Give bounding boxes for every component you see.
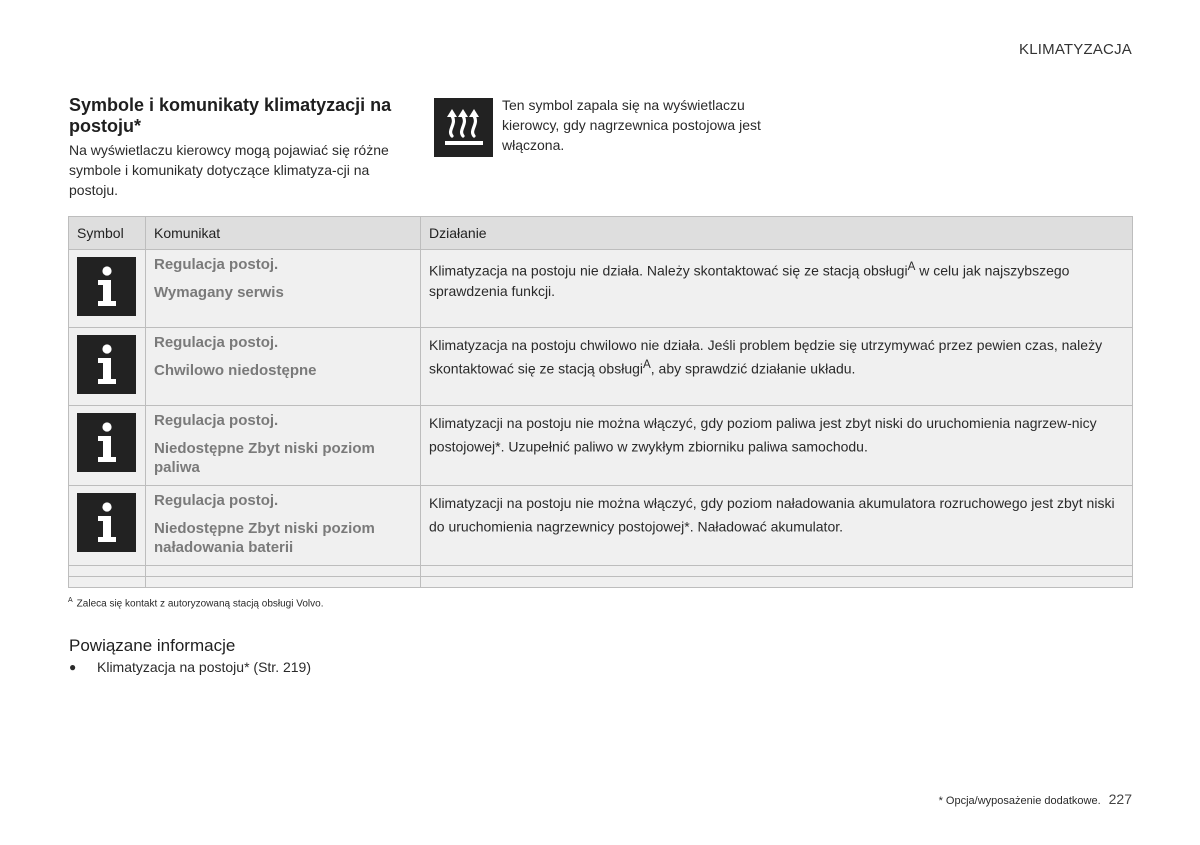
action-cell bbox=[421, 250, 1133, 328]
message-title: Regulacja postoj. bbox=[154, 256, 279, 273]
column-header-message: Komunikat bbox=[146, 217, 421, 250]
message-detail: Chwilowo niedostępne bbox=[154, 362, 317, 379]
messages-table bbox=[68, 216, 1133, 588]
bullet-icon: ● bbox=[69, 660, 77, 674]
optional-equipment-note: * Opcja/wyposażenie dodatkowe. bbox=[938, 795, 1101, 807]
action-cell bbox=[421, 328, 1133, 406]
intro-text: Na wyświetlaczu kierowcy mogą pojawiać się różne symbole i komunikaty dotyczące klimatyza-cji na postoju. bbox=[69, 142, 389, 198]
page-number: 227 bbox=[1108, 791, 1132, 807]
heater-symbol-description: Ten symbol zapala się na wyświetlaczu kierowcy, gdy nagrzewnica postojowa jest włączona. bbox=[502, 97, 761, 153]
footnote bbox=[68, 597, 323, 609]
empty-table-row bbox=[69, 566, 1133, 577]
action-text-cont: , aby sprawdzić działanie układu. bbox=[650, 360, 856, 377]
info-icon bbox=[77, 413, 136, 472]
action-cell bbox=[421, 406, 1133, 486]
heater-icon bbox=[434, 98, 493, 157]
info-icon bbox=[77, 335, 136, 394]
footnote-text: Zaleca się kontakt z autoryzowaną stacją obsługi Volvo. bbox=[76, 598, 324, 610]
action-text: Klimatyzacji na postoju nie można włączyć, gdy poziom paliwa jest zbyt niski do uruchomienia nagrzew-nicy postojowej*. Uzupełnić paliwo w zwykłym zbiorniku paliwa samochodu. bbox=[429, 415, 1097, 455]
message-title: Regulacja postoj. bbox=[154, 412, 279, 429]
table-row bbox=[69, 406, 1133, 486]
footnote-mark: A bbox=[68, 597, 73, 604]
action-text: Klimatyzacja na postoju nie działa. Należy skontaktować się ze stacją obsługi bbox=[429, 262, 908, 279]
table-header-row bbox=[69, 217, 1133, 250]
info-icon bbox=[77, 493, 136, 552]
message-title: Regulacja postoj. bbox=[154, 492, 279, 509]
section-header: KLIMATYZACJA bbox=[1019, 41, 1132, 58]
message-detail: Niedostępne Zbyt niski poziom paliwa bbox=[154, 440, 375, 476]
symbol-cell bbox=[69, 486, 146, 566]
symbol-cell bbox=[69, 250, 146, 328]
message-detail: Wymagany serwis bbox=[154, 284, 284, 301]
table-row bbox=[69, 486, 1133, 566]
message-cell bbox=[146, 328, 421, 406]
related-info-link-label[interactable]: Klimatyzacja na postoju* (Str. 219) bbox=[97, 659, 311, 675]
message-cell bbox=[146, 406, 421, 486]
related-info-link[interactable] bbox=[69, 657, 311, 677]
message-cell bbox=[146, 250, 421, 328]
info-icon bbox=[77, 257, 136, 316]
message-detail: Niedostępne Zbyt niski poziom naładowania baterii bbox=[154, 520, 375, 556]
table-row bbox=[69, 328, 1133, 406]
message-cell bbox=[146, 486, 421, 566]
column-header-action: Działanie bbox=[421, 217, 1133, 250]
action-cell bbox=[421, 486, 1133, 566]
page-footer bbox=[939, 791, 1132, 807]
table-row bbox=[69, 250, 1133, 328]
related-info-heading: Powiązane informacje bbox=[69, 636, 236, 655]
message-title: Regulacja postoj. bbox=[154, 334, 279, 351]
column-header-symbol: Symbol bbox=[69, 217, 146, 250]
empty-table-row bbox=[69, 577, 1133, 588]
action-text-cont: w celu jak najszybszego sprawdzenia funkcji. bbox=[429, 262, 1070, 299]
footnote-ref: A bbox=[907, 260, 916, 273]
symbol-cell bbox=[69, 328, 146, 406]
page-title: Symbole i komunikaty klimatyzacji na postoju* bbox=[69, 95, 392, 136]
footnote-ref: A bbox=[643, 358, 651, 371]
action-text: Klimatyzacja na postoju chwilowo nie działa. Jeśli problem będzie się utrzymywać przez pewien czas, należy skontaktować się ze stacją obsługi bbox=[429, 337, 1103, 377]
symbol-cell bbox=[69, 406, 146, 486]
action-text: Klimatyzacji na postoju nie można włączyć, gdy poziom naładowania akumulatora rozruchowego jest zbyt niski do uruchomienia nagrzewnicy postojowej*. Naładować akumulator. bbox=[429, 495, 1115, 535]
